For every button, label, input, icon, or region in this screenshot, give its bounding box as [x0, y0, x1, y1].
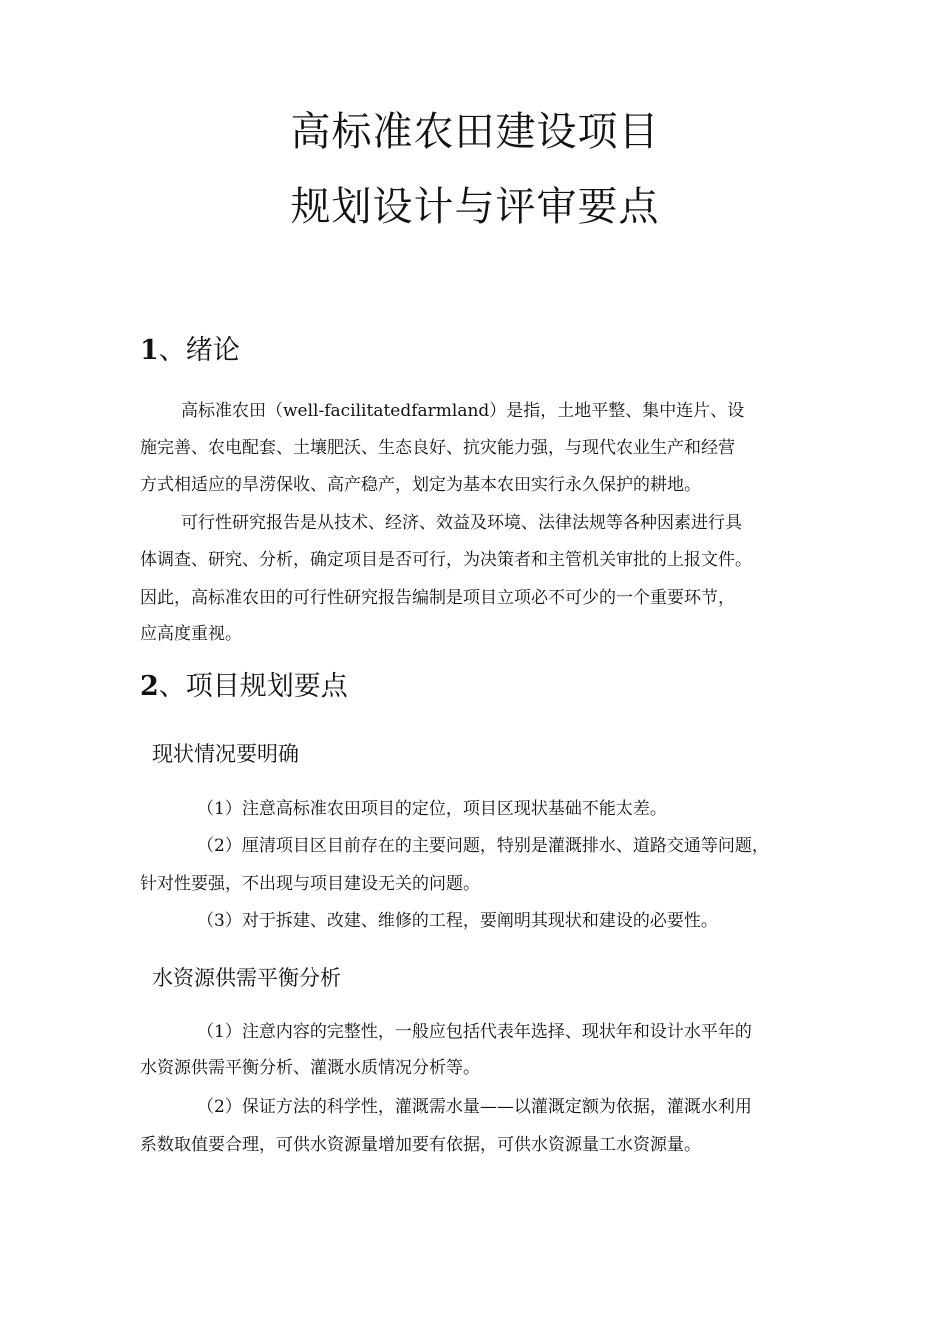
subsection-heading-current-status: 现状情况要明确	[152, 742, 299, 766]
subsection-heading-water-balance: 水资源供需平衡分析	[152, 966, 341, 990]
paragraph-line: 可行性研究报告是从技术、经济、效益及环境、法律法规等各种因素进行具	[181, 513, 742, 533]
list-item-line: 水资源供需平衡分析、灌溉水质情况分析等。	[140, 1058, 480, 1078]
section-number: 2	[140, 671, 159, 702]
paragraph-line: 施完善、农电配套、土壤肥沃、生态良好、抗灾能力强，与现代农业生产和经营	[140, 438, 735, 458]
list-item-line: 系数取值要合理，可供水资源量增加要有依据，可供水资源量工水资源量。	[140, 1135, 701, 1155]
list-item-line: （1）注意高标准农田项目的定位，项目区现状基础不能太差。	[197, 799, 667, 819]
list-item-line: （1）注意内容的完整性，一般应包括代表年选择、现状年和设计水平年的	[197, 1022, 752, 1042]
paragraph-line: 体调查、研究、分析，确定项目是否可行，为决策者和主管机关审批的上报文件。	[140, 550, 752, 570]
section-heading-introduction	[140, 334, 240, 368]
list-item-line: （2）厘清项目区目前存在的主要问题，特别是灌溉排水、道路交通等问题，	[197, 836, 769, 856]
section-heading-text: 、项目规划要点	[158, 671, 348, 702]
paragraph-line: 高标准农田（well-facilitatedfarmland）是指，土地平整、集中连片、设	[181, 401, 745, 421]
document-title-line-1: 高标准农田建设项目	[290, 109, 660, 155]
list-item-line: （3）对于拆建、改建、维修的工程，要阐明其现状和建设的必要性。	[197, 911, 718, 931]
paragraph-line: 方式相适应的旱涝保收、高产稳产，划定为基本农田实行永久保护的耕地。	[140, 475, 701, 495]
document-title-line-2: 规划设计与评审要点	[290, 184, 660, 230]
paragraph-line: 应高度重视。	[140, 624, 242, 644]
section-heading-project-planning	[140, 670, 348, 704]
section-heading-text: 、绪论	[158, 335, 240, 366]
section-number: 1	[140, 335, 159, 366]
list-item-line: 针对性要强，不出现与项目建设无关的问题。	[140, 874, 480, 894]
list-item-line: （2）保证方法的科学性，灌溉需水量——以灌溉定额为依据，灌溉水利用	[197, 1097, 752, 1117]
paragraph-line: 因此，高标准农田的可行性研究报告编制是项目立项必不可少的一个重要环节，	[140, 588, 735, 608]
